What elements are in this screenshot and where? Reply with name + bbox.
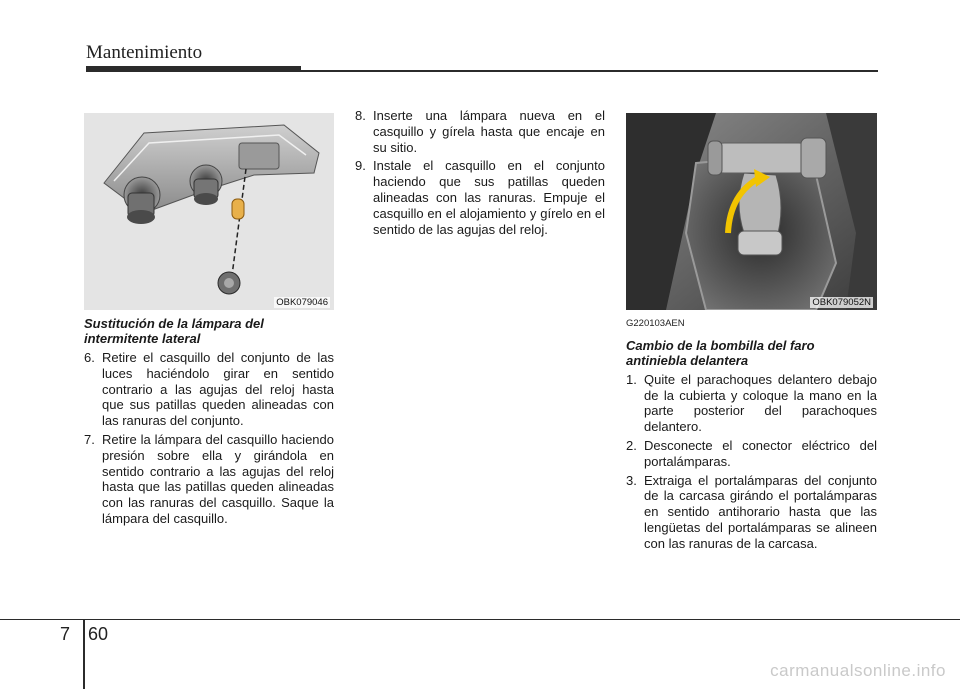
step-number: 1. bbox=[626, 371, 637, 387]
watermark: carmanualsonline.info bbox=[770, 661, 946, 680]
headlamp-figure bbox=[84, 113, 334, 310]
foglamp-illustration bbox=[626, 113, 877, 310]
step-number: 3. bbox=[626, 472, 637, 488]
step-number: 7. bbox=[84, 431, 95, 447]
step-text: Retire el casquillo del conjunto de las luces haciéndolo girar en sentido contrario a las agujas del reloj hasta que sus patillas queden alineadas con las ranuras del conjunto. bbox=[102, 350, 334, 429]
column-left bbox=[84, 316, 334, 530]
headlamp-illustration bbox=[84, 113, 334, 310]
step-item bbox=[626, 473, 877, 552]
step-number: 9. bbox=[355, 158, 366, 174]
step-item bbox=[626, 438, 877, 470]
section-code: G220103AEN bbox=[626, 318, 685, 329]
page-number: 60 bbox=[88, 624, 109, 644]
step-item bbox=[84, 432, 334, 527]
footer-divider bbox=[83, 619, 85, 689]
step-text: Extraiga el portalámparas del conjunto de la carcasa girándo el portalámparas en sentido antihorario hasta que las lengüetas del portalámparas se alineen con las ranuras de la carcasa. bbox=[644, 472, 877, 551]
step-number: 2. bbox=[626, 437, 637, 453]
header-rule-thick bbox=[86, 66, 301, 72]
header-title: Mantenimiento bbox=[86, 42, 203, 63]
step-number: 6. bbox=[84, 350, 95, 365]
step-number: 8. bbox=[355, 108, 366, 123]
column-middle bbox=[355, 108, 605, 240]
step-text: Quite el parachoques delantero debajo de la cubierta y coloque la mano en la parte posterior del parachoques delantero. bbox=[644, 371, 877, 435]
step-item bbox=[626, 372, 877, 435]
header-rule-thin bbox=[301, 70, 878, 72]
section-subtitle: Sustitución de la lámpara del intermitente lateral bbox=[84, 316, 264, 346]
chapter-number: 7 bbox=[60, 624, 71, 644]
step-text: Inserte una lámpara nueva en el casquillo y gírela hasta que encaje en su sitio. bbox=[373, 108, 605, 155]
step-text: Retire la lámpara del casquillo haciendo presión sobre ella y girándola en sentido contrario a las agujas del reloj hasta que las patillas queden alineadas con las ranuras del casquillo. Saque la lámpara del casquillo. bbox=[102, 431, 334, 526]
column-right bbox=[626, 316, 877, 555]
step-item bbox=[355, 108, 605, 155]
step-item bbox=[84, 350, 334, 429]
foglamp-figure bbox=[626, 113, 877, 310]
figure-code: OBK079046 bbox=[276, 297, 328, 308]
step-text: Instale el casquillo en el conjunto haciendo que sus patillas queden alineadas con las ranuras. Empuje el casquillo en el alojamiento y gírelo en el sentido de las agujas del reloj. bbox=[373, 158, 605, 237]
step-text: Desconecte el conector eléctrico del portalámparas. bbox=[644, 437, 877, 469]
footer-rule bbox=[0, 619, 960, 620]
step-item bbox=[355, 158, 605, 237]
section-subtitle: Cambio de la bombilla del faro antiniebla delantera bbox=[626, 337, 815, 368]
figure-code: OBK079052N bbox=[812, 297, 871, 308]
